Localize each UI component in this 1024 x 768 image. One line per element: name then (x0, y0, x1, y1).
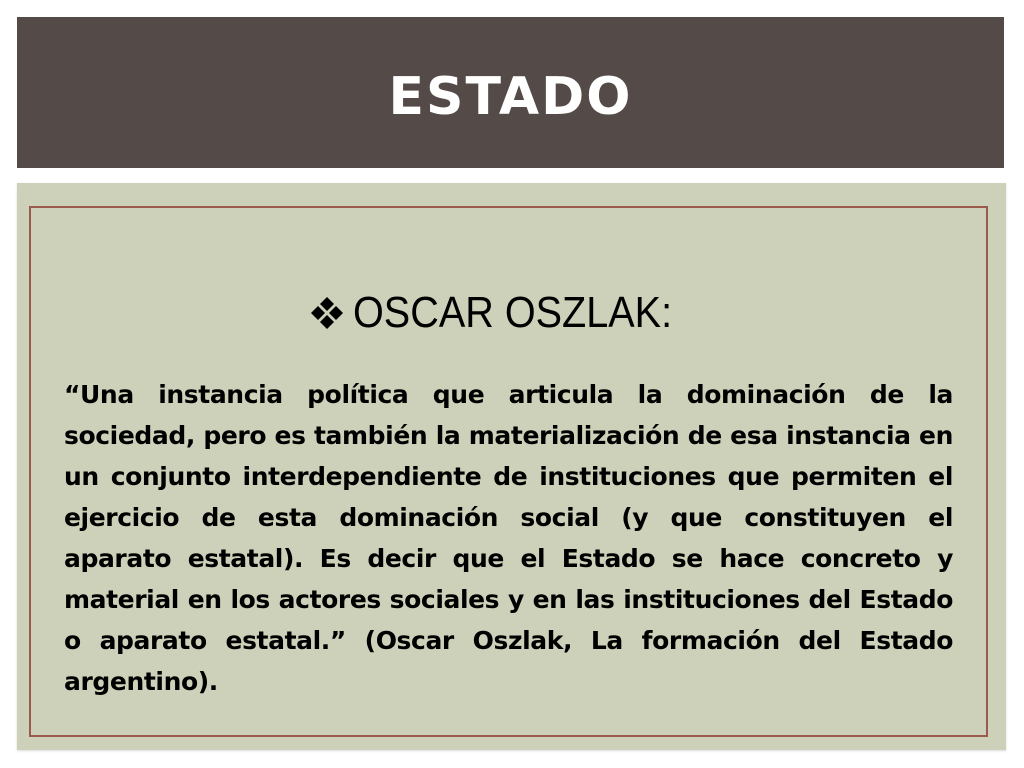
title-band (17, 17, 1004, 168)
heading-row (31, 288, 986, 338)
content-panel (17, 183, 1006, 750)
quote-paragraph: “Una instancia política que articula la dominación de la sociedad, pero es también la materialización de esa instancia en un conjunto interdependiente de instituciones que permiten el ejercicio de esta dominación social (y que constituyen el aparato estatal). Es decir que el Estado se hace concreto y material en los actores sociales y en las instituciones del Estado o aparato estatal.” (Oscar Oszlak, La formación del Estado argentino). (64, 380, 953, 696)
diamond-bullet-icon (309, 295, 345, 331)
author-heading: OSCAR OSZLAK: (353, 288, 673, 337)
content-frame (29, 206, 988, 737)
slide-title: ESTADO (388, 66, 633, 127)
